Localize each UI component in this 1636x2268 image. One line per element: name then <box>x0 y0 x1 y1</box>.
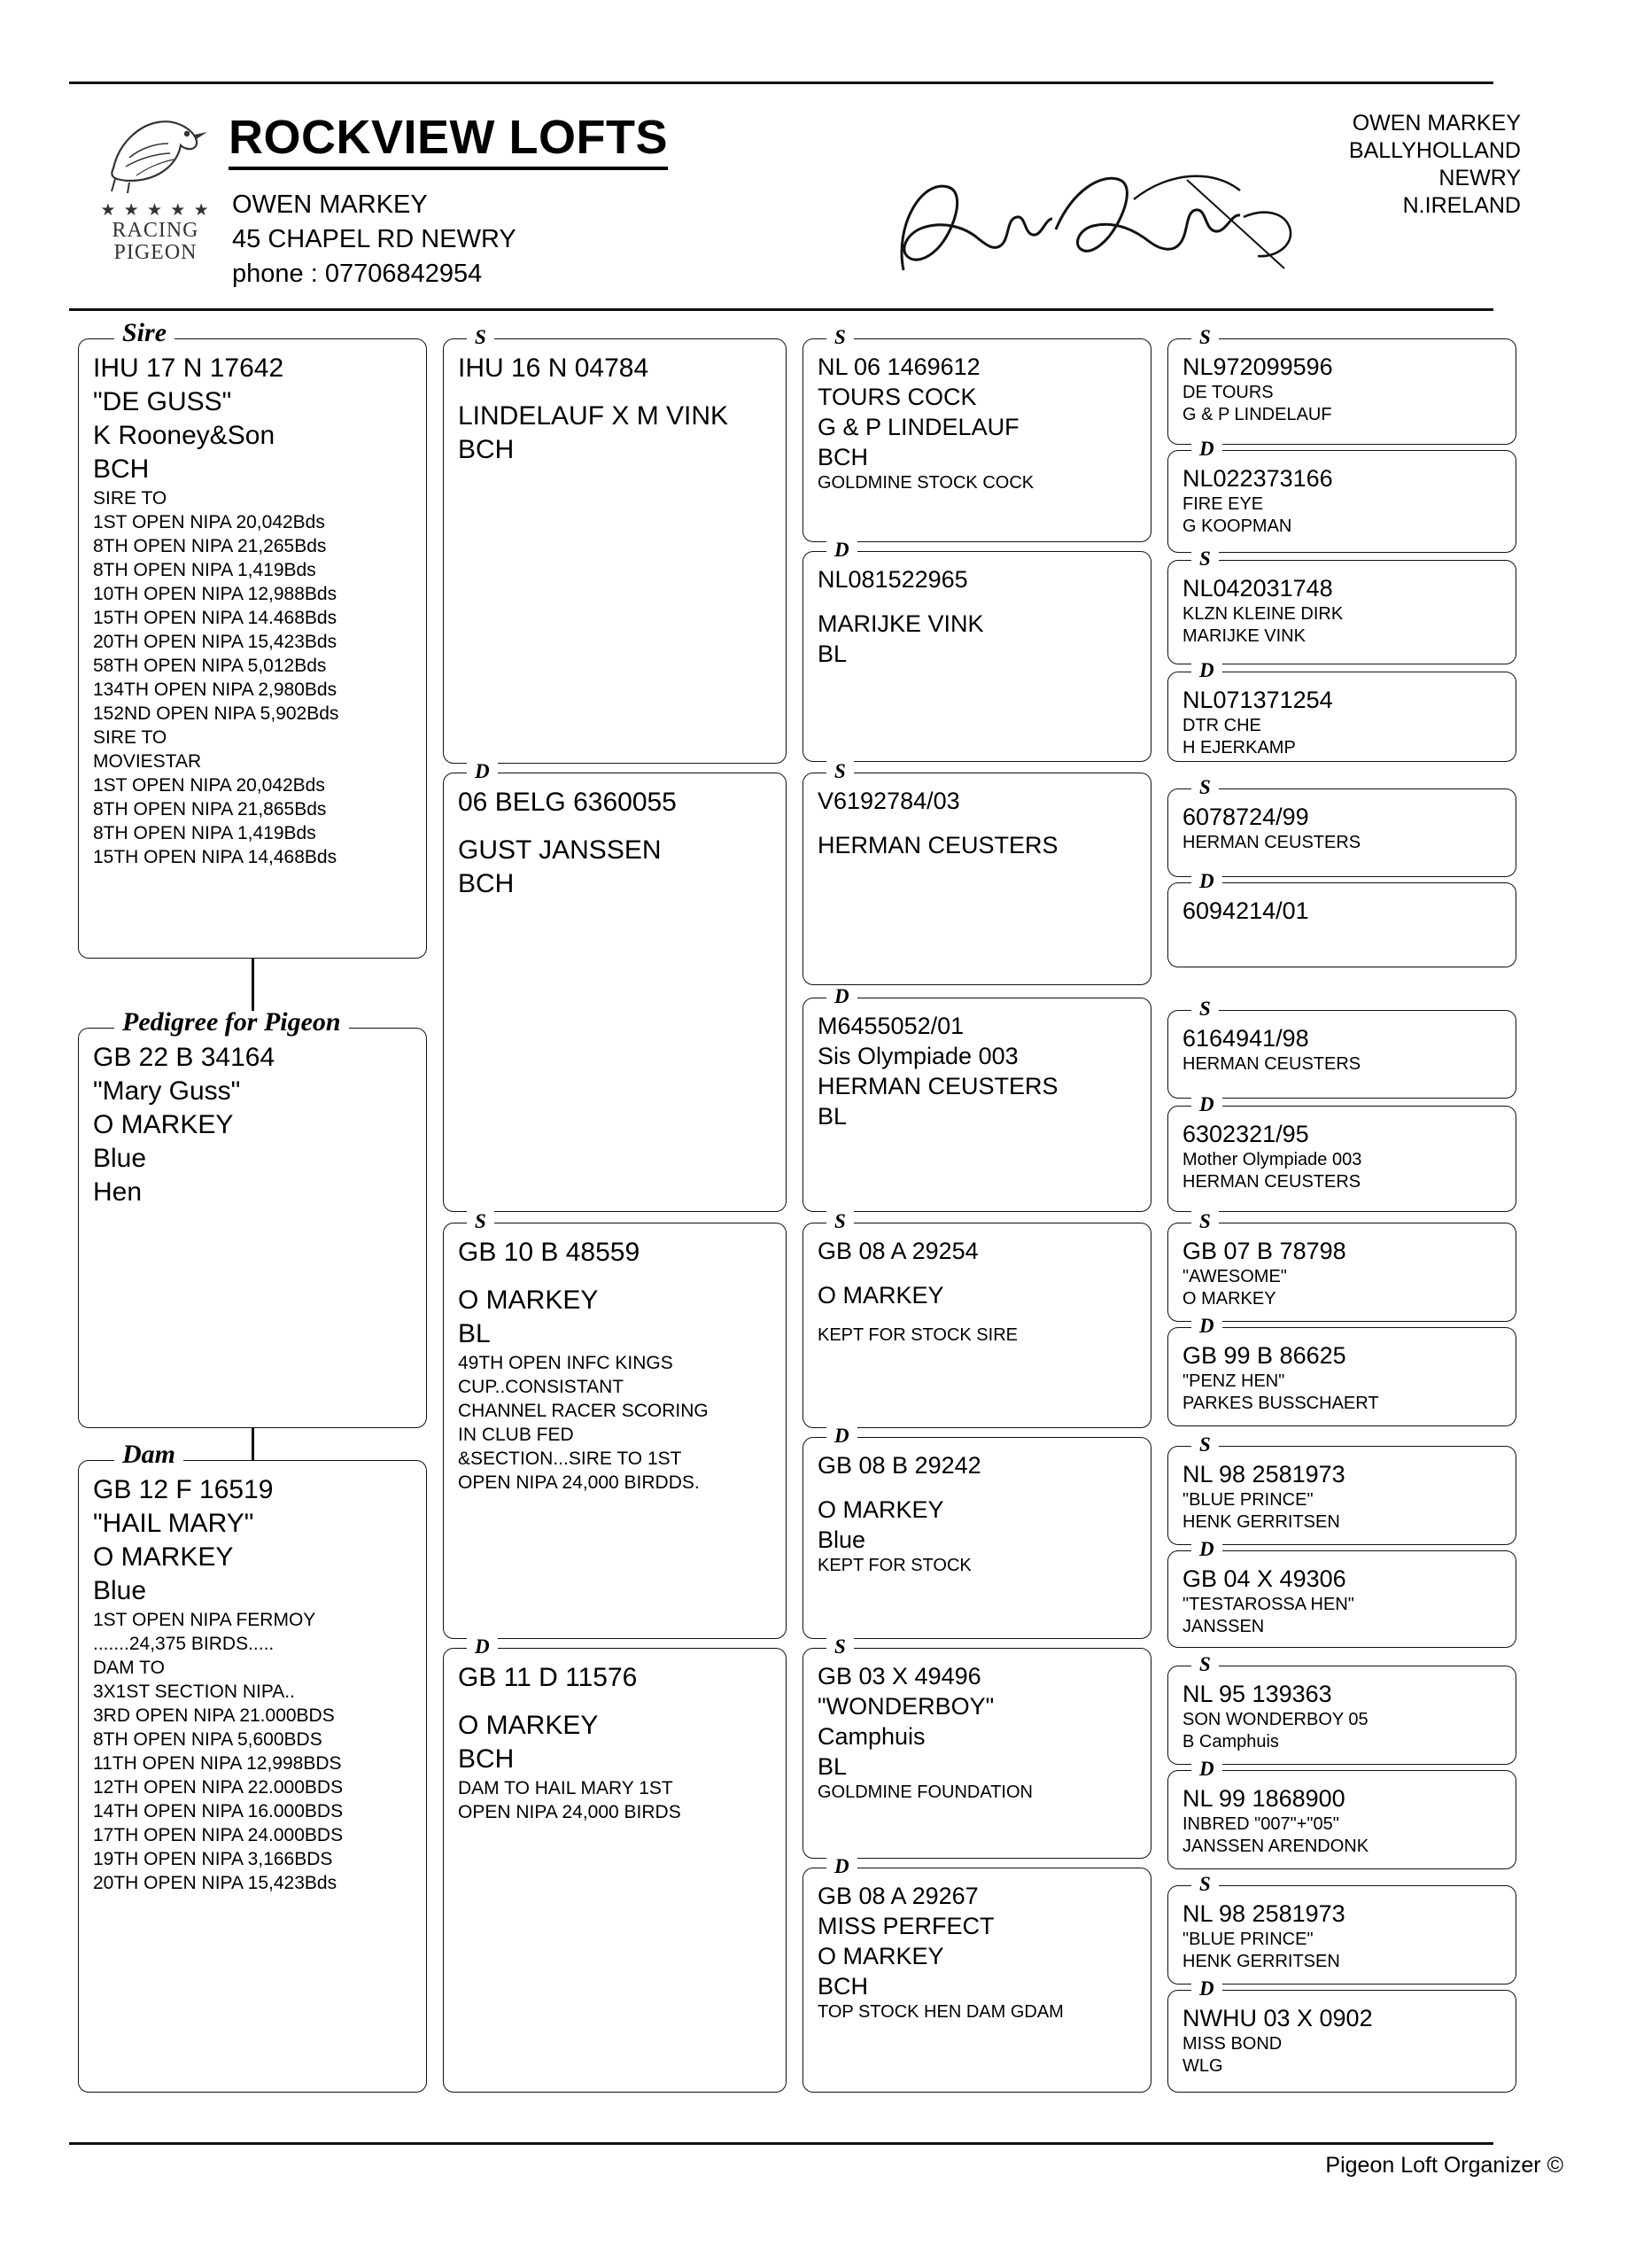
dam-note: 1ST OPEN NIPA FERMOY <box>93 1610 316 1630</box>
grandparent-sire-sire-box <box>443 326 787 764</box>
ring-number: NL081522965 <box>818 566 968 593</box>
dam-name: "HAIL MARY" <box>93 1509 254 1538</box>
ring-number: NL 99 1868900 <box>1182 1785 1345 1812</box>
dam-box <box>78 1440 427 2093</box>
breeder: GUST JANSSEN <box>458 835 662 865</box>
gggp-box-6 <box>1167 870 1516 967</box>
subject-ring: GB 22 B 34164 <box>93 1043 275 1072</box>
node-tag-s: S <box>826 760 854 783</box>
bird-name: MISS PERFECT <box>818 1913 995 1939</box>
colour: BCH <box>818 444 869 470</box>
sire-note: 15TH OPEN NIPA 14,468Bds <box>93 847 337 867</box>
breeder: O MARKEY <box>458 1711 599 1740</box>
breeder: LINDELAUF X M VINK <box>458 401 729 431</box>
sire-name: "DE GUSS" <box>93 387 232 416</box>
dam-note: 3X1ST SECTION NIPA.. <box>93 1682 295 1702</box>
node-tag-d: D <box>1191 1538 1222 1561</box>
footer-rule <box>69 2142 1493 2145</box>
node-tag-d: D <box>1191 659 1222 682</box>
bird-name: TOURS COCK <box>818 384 977 410</box>
node-tag-s: S <box>1191 548 1219 571</box>
node-tag-d: D <box>1191 1758 1222 1781</box>
sire-note: MOVIESTAR <box>93 751 202 772</box>
performance-note: 49TH OPEN INFC KINGS <box>458 1353 673 1373</box>
dam-owner: O MARKEY <box>93 1542 234 1572</box>
subject-name: "Mary Guss" <box>93 1076 241 1106</box>
node-tag-s: S <box>826 326 854 349</box>
breeder: O MARKEY <box>1182 1289 1276 1309</box>
node-tag-d: D <box>1191 1093 1222 1116</box>
ggp-ssd-box <box>802 539 1151 762</box>
node-tag-s: S <box>826 1210 854 1233</box>
note: KEPT FOR STOCK SIRE <box>818 1325 1018 1345</box>
sire-note: 8TH OPEN NIPA 1,419Bds <box>93 560 316 580</box>
performance-note: CHANNEL RACER SCORING <box>458 1401 709 1421</box>
breeder: JANSSEN <box>1182 1617 1265 1636</box>
node-tag-d: D <box>467 1635 498 1658</box>
gggp-box-16 <box>1167 1977 1516 2093</box>
ring-number: 6164941/98 <box>1182 1025 1309 1052</box>
ggp-sss-box <box>802 326 1151 542</box>
grandparent-sire-dam-box <box>443 760 787 1212</box>
dam-tag: Dam <box>114 1443 183 1466</box>
breeder: MARIJKE VINK <box>818 610 984 637</box>
node-tag-d: D <box>826 985 857 1008</box>
bird-name: DE TOURS <box>1182 383 1274 402</box>
gggp-box-8 <box>1167 1093 1516 1212</box>
gggp-box-13 <box>1167 1653 1516 1765</box>
sire-note: SIRE TO <box>93 488 167 509</box>
breeder: JANSSEN ARENDONK <box>1182 1837 1369 1856</box>
ggp-sds-box <box>802 760 1151 985</box>
gggp-box-3 <box>1167 548 1516 664</box>
owner-phone: phone : 07706842954 <box>232 260 483 288</box>
footer-credit: Pigeon Loft Organizer © <box>1325 2153 1563 2178</box>
breeder: G KOOPMAN <box>1182 517 1292 536</box>
bird-name: "AWESOME" <box>1182 1267 1287 1286</box>
sire-note: 58TH OPEN NIPA 5,012Bds <box>93 656 327 676</box>
gggp-box-15 <box>1167 1873 1516 1984</box>
breeder: HERMAN CEUSTERS <box>1182 833 1361 852</box>
ring-number: NL972099596 <box>1182 353 1333 380</box>
breeder: G & P LINDELAUF <box>818 414 1020 440</box>
address-line-3: NEWRY <box>1438 166 1521 190</box>
sire-note: 8TH OPEN NIPA 1,419Bds <box>93 823 316 843</box>
gggp-box-9 <box>1167 1210 1516 1322</box>
sire-note: 8TH OPEN NIPA 21,265Bds <box>93 536 327 556</box>
sire-breeder: K Rooney&Son <box>93 421 275 450</box>
gggp-box-11 <box>1167 1433 1516 1545</box>
pedigree-for-tag: Pedigree for Pigeon <box>114 1011 349 1034</box>
performance-note: OPEN NIPA 24,000 BIRDS <box>458 1802 681 1822</box>
sire-note: 152ND OPEN NIPA 5,902Bds <box>93 703 339 724</box>
breeder: O MARKEY <box>818 1282 944 1309</box>
colour: BL <box>458 1319 491 1348</box>
gggp-box-5 <box>1167 776 1516 877</box>
address-block <box>1349 110 1521 220</box>
breeder: WLG <box>1182 2056 1223 2076</box>
ring-number: NL 98 2581973 <box>1182 1461 1345 1487</box>
breeder: PARKES BUSSCHAERT <box>1182 1394 1379 1413</box>
ring-number: NL 98 2581973 <box>1182 1900 1345 1927</box>
sire-note: 134TH OPEN NIPA 2,980Bds <box>93 680 337 700</box>
breeder: HERMAN CEUSTERS <box>818 1073 1058 1099</box>
note: TOP STOCK HEN DAM GDAM <box>818 2002 1064 2022</box>
dam-colour: Blue <box>93 1576 147 1605</box>
bird-name: MISS BOND <box>1182 2034 1283 2054</box>
node-tag-d: D <box>1191 870 1222 893</box>
ring-number: GB 08 A 29267 <box>818 1883 979 1909</box>
breeder: HENK GERRITSEN <box>1182 1952 1340 1971</box>
node-tag-d: D <box>1191 438 1222 461</box>
pigeon-icon <box>103 105 209 200</box>
connector-subject-dam <box>252 1428 254 1460</box>
breeder: B Camphuis <box>1182 1732 1279 1751</box>
bird-name: DTR CHE <box>1182 716 1261 735</box>
ring-number: NL 95 139363 <box>1182 1681 1332 1707</box>
node-tag-s: S <box>467 326 494 349</box>
dam-note: .......24,375 BIRDS..... <box>93 1634 275 1654</box>
sire-note: 1ST OPEN NIPA 20,042Bds <box>93 512 325 532</box>
logo-word-racing: RACING <box>112 219 199 242</box>
dam-note: 20TH OPEN NIPA 15,423Bds <box>93 1873 337 1893</box>
sire-note: 1ST OPEN NIPA 20,042Bds <box>93 775 325 796</box>
ring-number: NL042031748 <box>1182 575 1333 602</box>
gggp-box-4 <box>1167 659 1516 762</box>
colour: BCH <box>818 1973 869 2000</box>
breeder: Camphuis <box>818 1723 926 1750</box>
note: KEPT FOR STOCK <box>818 1556 972 1575</box>
sire-note: 10TH OPEN NIPA 12,988Bds <box>93 584 337 604</box>
dam-note: 11TH OPEN NIPA 12,998BDS <box>93 1753 342 1774</box>
gggp-box-1 <box>1167 326 1516 445</box>
breeder: G & P LINDELAUF <box>1182 405 1332 424</box>
performance-note: OPEN NIPA 24,000 BIRDDS. <box>458 1472 700 1493</box>
sire-tag: Sire <box>114 322 174 345</box>
breeder: HERMAN CEUSTERS <box>818 832 1058 858</box>
breeder: MARIJKE VINK <box>1182 626 1306 646</box>
dam-note: 3RD OPEN NIPA 21.000BDS <box>93 1705 335 1726</box>
bird-name: Sis Olympiade 003 <box>818 1043 1019 1069</box>
performance-note: &SECTION...SIRE TO 1ST <box>458 1449 682 1469</box>
bird-name: KLZN KLEINE DIRK <box>1182 604 1344 624</box>
owner-address: 45 CHAPEL RD NEWRY <box>232 225 516 253</box>
ring-number: GB 04 X 49306 <box>1182 1565 1346 1592</box>
logo-word-pigeon: PIGEON <box>113 241 198 264</box>
ring-number: 6078724/99 <box>1182 804 1309 830</box>
node-tag-s: S <box>826 1635 854 1658</box>
colour: BL <box>818 1753 848 1780</box>
dam-ring: GB 12 F 16519 <box>93 1475 274 1504</box>
gggp-box-2 <box>1167 438 1516 553</box>
node-tag-s: S <box>1191 326 1219 349</box>
bird-name: SON WONDERBOY 05 <box>1182 1710 1369 1729</box>
node-tag-s: S <box>1191 1873 1219 1896</box>
node-tag-s: S <box>1191 1210 1219 1233</box>
ggp-dds-box <box>802 1635 1151 1859</box>
node-tag-s: S <box>1191 776 1219 799</box>
sire-note: 20TH OPEN NIPA 15,423Bds <box>93 632 337 652</box>
ggp-sdd-box <box>802 985 1151 1212</box>
breeder: H EJERKAMP <box>1182 738 1296 757</box>
ring-number: IHU 16 N 04784 <box>458 353 649 383</box>
note: GOLDMINE FOUNDATION <box>818 1783 1033 1802</box>
dam-note: DAM TO <box>93 1658 165 1678</box>
ggp-dsd-box <box>802 1425 1151 1639</box>
node-tag-d: D <box>826 1855 857 1878</box>
colour: BCH <box>458 869 515 898</box>
ring-number: GB 99 B 86625 <box>1182 1342 1346 1369</box>
dam-note: 17TH OPEN NIPA 24.000BDS <box>93 1825 344 1845</box>
ring-number: GB 11 D 11576 <box>458 1663 638 1692</box>
bird-name: FIRE EYE <box>1182 494 1264 514</box>
ring-number: NL 06 1469612 <box>818 353 981 380</box>
performance-note: CUP..CONSISTANT <box>458 1377 624 1397</box>
ring-number: V6192784/03 <box>818 788 960 814</box>
ring-number: GB 08 B 29242 <box>818 1452 981 1479</box>
ggp-ddd-box <box>802 1855 1151 2093</box>
address-line-4: N.IRELAND <box>1402 193 1521 218</box>
gggp-box-7 <box>1167 998 1516 1099</box>
bird-name: "WONDERBOY" <box>818 1693 995 1720</box>
node-tag-s: S <box>1191 1433 1219 1456</box>
gggp-box-10 <box>1167 1315 1516 1426</box>
sire-note: 15TH OPEN NIPA 14.468Bds <box>93 608 337 628</box>
node-tag-s: S <box>1191 1653 1219 1676</box>
performance-note: DAM TO HAIL MARY 1ST <box>458 1778 673 1798</box>
sire-box <box>78 318 427 959</box>
colour: BCH <box>458 435 515 464</box>
dam-note: 19TH OPEN NIPA 3,166BDS <box>93 1849 333 1869</box>
ring-number: NL022373166 <box>1182 465 1333 492</box>
breeder: HERMAN CEUSTERS <box>1182 1172 1361 1192</box>
sire-note: SIRE TO <box>93 727 167 748</box>
racing-pigeon-logo <box>96 105 215 295</box>
header-rule-top <box>69 82 1493 84</box>
ring-number: 6094214/01 <box>1182 897 1309 924</box>
node-tag-d: D <box>467 760 498 783</box>
gggp-box-12 <box>1167 1538 1516 1648</box>
owner-name: OWEN MARKEY <box>232 190 428 219</box>
performance-note: IN CLUB FED <box>458 1425 574 1445</box>
subject-colour: Blue <box>93 1144 147 1173</box>
colour: Blue <box>818 1526 866 1553</box>
bird-name: Mother Olympiade 003 <box>1182 1150 1362 1169</box>
bird-name: "PENZ HEN" <box>1182 1371 1285 1391</box>
header-rule-bottom <box>69 308 1493 311</box>
ring-number: GB 07 B 78798 <box>1182 1238 1346 1264</box>
address-line-1: OWEN MARKEY <box>1352 111 1521 136</box>
signature <box>868 164 1346 288</box>
logo-stars: ★ ★ ★ ★ ★ <box>100 201 211 220</box>
grandparent-dam-sire-box <box>443 1210 787 1639</box>
colour: BL <box>818 1103 848 1130</box>
breeder: O MARKEY <box>818 1943 944 1969</box>
gggp-box-14 <box>1167 1758 1516 1869</box>
ring-number: NL071371254 <box>1182 687 1333 713</box>
owner-details <box>232 188 516 291</box>
ring-number: NWHU 03 X 0902 <box>1182 2005 1373 2031</box>
ring-number: 6302321/95 <box>1182 1121 1309 1147</box>
node-tag-s: S <box>467 1210 494 1233</box>
node-tag-d: D <box>826 539 857 562</box>
loft-title: ROCKVIEW LOFTS <box>229 110 668 170</box>
colour: BL <box>818 641 848 667</box>
breeder: O MARKEY <box>458 1285 599 1315</box>
subject-sex: Hen <box>93 1177 143 1207</box>
node-tag-d: D <box>826 1425 857 1448</box>
node-tag-d: D <box>1191 1315 1222 1338</box>
sire-colour: BCH <box>93 454 150 484</box>
dam-note: 8TH OPEN NIPA 5,600BDS <box>93 1729 322 1750</box>
sire-note: 8TH OPEN NIPA 21,865Bds <box>93 799 327 819</box>
ring-number: GB 03 X 49496 <box>818 1663 981 1689</box>
dam-note: 12TH OPEN NIPA 22.000BDS <box>93 1777 344 1798</box>
dam-note: 14TH OPEN NIPA 16.000BDS <box>93 1801 344 1821</box>
ring-number: M6455052/01 <box>818 1013 965 1039</box>
address-line-2: BALLYHOLLAND <box>1348 138 1521 163</box>
grandparent-dam-dam-box <box>443 1635 787 2093</box>
bird-name: "BLUE PRINCE" <box>1182 1490 1314 1510</box>
breeder: HERMAN CEUSTERS <box>1182 1054 1361 1074</box>
node-tag-d: D <box>1191 1977 1222 2000</box>
node-tag-s: S <box>1191 998 1219 1021</box>
subject-owner: O MARKEY <box>93 1110 234 1139</box>
bird-name: "TESTAROSSA HEN" <box>1182 1595 1354 1614</box>
ring-number: 06 BELG 6360055 <box>458 788 677 817</box>
breeder: HENK GERRITSEN <box>1182 1512 1340 1532</box>
ring-number: GB 08 A 29254 <box>818 1238 979 1264</box>
breeder: O MARKEY <box>818 1496 944 1523</box>
bird-name: INBRED "007"+"05" <box>1182 1814 1339 1834</box>
ring-number: GB 10 B 48559 <box>458 1238 640 1267</box>
ggp-dss-box <box>802 1210 1151 1428</box>
subject-box <box>78 1007 427 1428</box>
bird-name: "BLUE PRINCE" <box>1182 1930 1314 1949</box>
sire-ring: IHU 17 N 17642 <box>93 353 284 383</box>
note: GOLDMINE STOCK COCK <box>818 473 1035 493</box>
colour: BCH <box>458 1744 515 1774</box>
